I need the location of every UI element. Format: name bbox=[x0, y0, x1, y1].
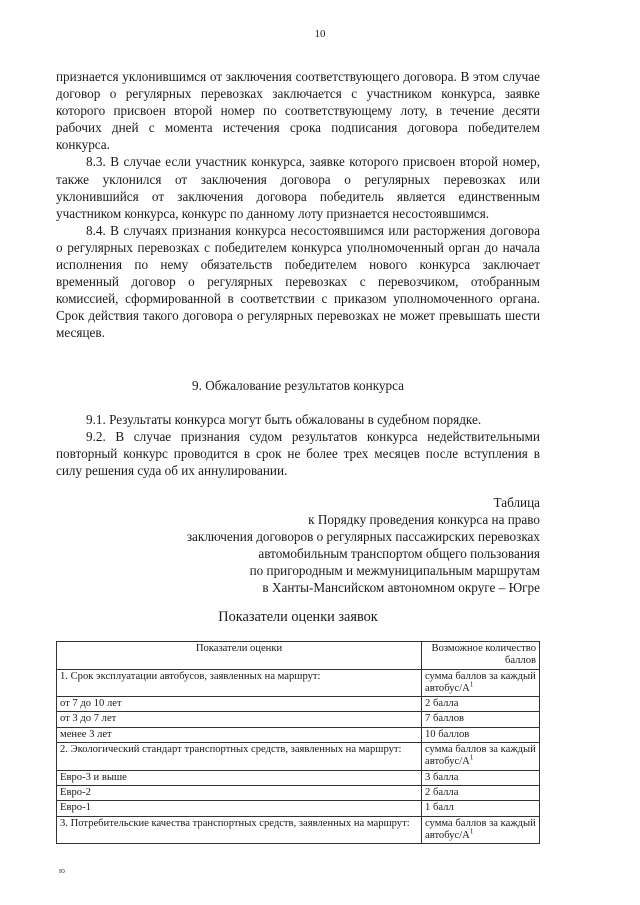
appendix-line: Таблица bbox=[493, 495, 540, 510]
criterion-cell: Евро-1 bbox=[57, 801, 422, 816]
appendix-line: в Ханты-Мансийском автономном округе – Югре bbox=[262, 580, 540, 596]
criterion-cell: 3. Потребительские качества транспортных средств, заявленных на маршрут: bbox=[57, 816, 422, 844]
paragraph-8-4: 8.4. В случаях признания конкурса несостоявшимся или расторжения договора о регулярных перевозках с победителем конкурса уполномоченный орган до начала исполнения по нему обязательств победителем нового конкурса заключает временный договор о регулярных перевозках с перевозчиком, отобранным комиссией, сформированной в соответствии с приказом уполномоченного органа. Срок действия такого договора о регулярных перевозках не может превышать шести месяцев. bbox=[56, 222, 540, 341]
points-cell bbox=[422, 712, 540, 727]
appendix-line: заключения договоров о регулярных пассажирских перевозках bbox=[186, 529, 540, 545]
table-row bbox=[57, 743, 540, 771]
criterion-cell: Евро-3 и выше bbox=[57, 770, 422, 785]
points-text: 7 баллов bbox=[425, 713, 465, 725]
paragraph: признается уклонившимся от заключения соответствующего договора. В этом случае договор о регулярных перевозках заключается с участником конкурса, заявке которого присвоен второй номер по соответствующему лоту, в течение десяти рабочих дней с момента истечения срока подписания договора победителем конкурса. bbox=[56, 69, 540, 153]
points-cell bbox=[422, 801, 540, 816]
footnote-marker: 1 bbox=[469, 827, 474, 836]
table-row bbox=[57, 770, 540, 785]
table-row bbox=[57, 785, 540, 800]
footnote-marker: 1 bbox=[469, 680, 474, 689]
appendix-reference bbox=[187, 494, 540, 597]
table-row bbox=[57, 712, 540, 727]
appendix-line: к Порядку проведения конкурса на право bbox=[308, 512, 540, 528]
section-body bbox=[56, 411, 540, 479]
table-header-row bbox=[57, 642, 540, 670]
points-cell bbox=[422, 743, 540, 771]
points-cell bbox=[422, 770, 540, 785]
page-number: 10 bbox=[314, 28, 326, 40]
criterion-cell: от 3 до 7 лет bbox=[57, 712, 422, 727]
points-text: сумма баллов за каждый автобус/А bbox=[425, 744, 536, 768]
points-cell bbox=[422, 816, 540, 844]
points-cell bbox=[422, 697, 540, 712]
points-text: 2 балла bbox=[425, 698, 459, 710]
appendix-line: по пригородным и межмуниципальным маршрутам bbox=[249, 563, 540, 579]
footer-mark: ю bbox=[59, 866, 65, 875]
points-text: сумма баллов за каждый автобус/А bbox=[425, 817, 536, 841]
criterion-cell: 1. Срок эксплуатации автобусов, заявленных на маршрут: bbox=[57, 669, 422, 697]
header-criterion: Показатели оценки bbox=[57, 642, 422, 670]
points-text: сумма баллов за каждый автобус/А bbox=[425, 670, 536, 694]
paragraph-9-2: 9.2. В случае признания судом результатов конкурса недействительными повторный конкурс проводится в срок не более трех месяцев после вступления в силу решения суда об их аннулировании. bbox=[56, 429, 540, 479]
body-text bbox=[56, 68, 540, 342]
appendix-line: автомобильным транспортом общего пользования bbox=[258, 546, 540, 562]
criterion-cell: Евро-2 bbox=[57, 785, 422, 800]
table-row bbox=[57, 697, 540, 712]
table-row bbox=[57, 801, 540, 816]
paragraph-8-3: 8.3. В случае если участник конкурса, заявке которого присвоен второй номер, также уклонился от заключения договора о регулярных перевозках или уклонившийся от заключения договора победитель является единственным участником конкурса, конкурс по данному лоту признается несостоявшимся. bbox=[56, 154, 540, 221]
table-row bbox=[57, 727, 540, 742]
points-text: 2 балла bbox=[425, 786, 459, 798]
points-cell bbox=[422, 727, 540, 742]
table-body bbox=[57, 669, 540, 844]
table-row bbox=[57, 816, 540, 844]
criterion-cell: 2. Экологический стандарт транспортных средств, заявленных на маршрут: bbox=[57, 743, 422, 771]
footnote-marker: 1 bbox=[469, 753, 474, 762]
criteria-table bbox=[56, 641, 540, 844]
points-text: 1 балл bbox=[425, 802, 454, 814]
header-points: Возможное количество баллов bbox=[422, 642, 540, 670]
points-text: 10 баллов bbox=[425, 728, 470, 740]
criterion-cell: от 7 до 10 лет bbox=[57, 697, 422, 712]
points-text: 3 балла bbox=[425, 771, 459, 783]
criterion-cell: менее 3 лет bbox=[57, 727, 422, 742]
points-cell bbox=[422, 669, 540, 697]
section-heading: 9. Обжалование результатов конкурса bbox=[192, 378, 404, 393]
paragraph-9-1: 9.1. Результаты конкурса могут быть обжалованы в судебном порядке. bbox=[86, 412, 482, 427]
table-row bbox=[57, 669, 540, 697]
points-cell bbox=[422, 785, 540, 800]
table-title: Показатели оценки заявок bbox=[218, 609, 378, 625]
